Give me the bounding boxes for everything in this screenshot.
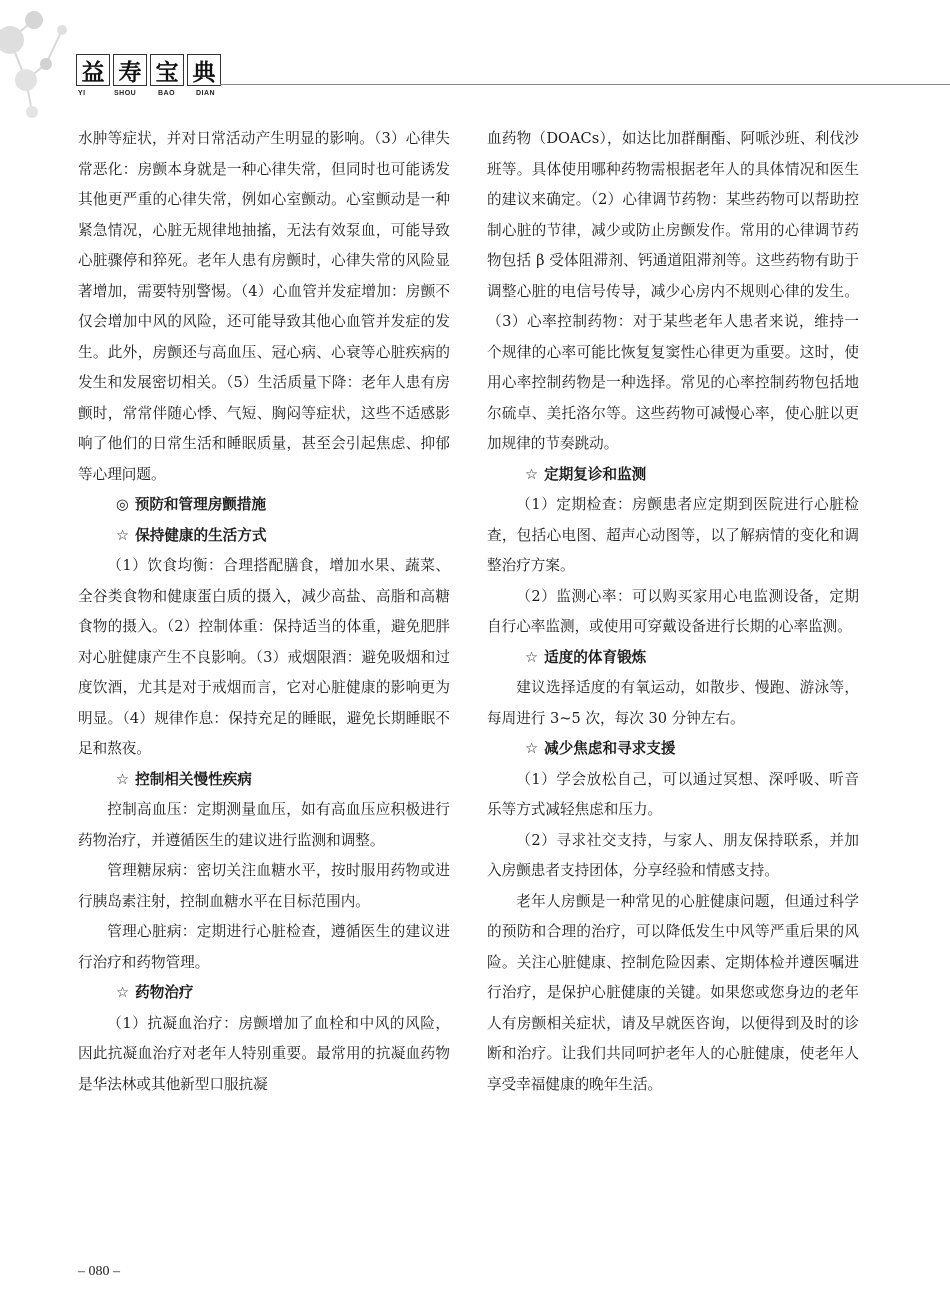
heading-text: 保持健康的生活方式 bbox=[135, 526, 267, 544]
title-char: 寿 bbox=[113, 54, 147, 86]
title-char: 典 bbox=[187, 54, 221, 86]
heading-text: 定期复诊和监测 bbox=[544, 465, 647, 483]
paragraph: （1）定期检查：房颤患者应定期到医院进行心脏检查，包括心电图、超声心动图等，以了解病情的变化和调整治疗方案。 bbox=[487, 496, 859, 574]
subsection-heading bbox=[487, 460, 859, 491]
paragraph: 管理心脏病：定期进行心脏检查，遵循医生的建议进行治疗和药物管理。 bbox=[78, 923, 450, 971]
heading-text: 预防和管理房颤措施 bbox=[134, 496, 267, 513]
subsection-heading bbox=[487, 734, 859, 765]
pinyin-syllable: BAO bbox=[158, 90, 176, 97]
heading-text: 适度的体育锻炼 bbox=[544, 648, 647, 666]
right-column bbox=[487, 124, 859, 1100]
pinyin-syllable: DIAN bbox=[196, 90, 216, 97]
paragraph: （1）饮食均衡：合理搭配膳食，增加水果、蔬菜、全谷类食物和健康蛋白质的摄入，减少高盐、高脂和高糖食物的摄入。（2）控制体重：保持适当的体重，避免肥胖对心脏健康产生不良影响。（3）戒烟限酒：避免吸烟和过度饮酒，尤其是对于戒烟而言，它对心脏健康的影响更为明显。（4）规律作息：保持充足的睡眠，避免长期睡眠不足和熬夜。 bbox=[78, 557, 450, 757]
journal-title bbox=[76, 54, 224, 86]
paragraph: 水肿等症状，并对日常活动产生明显的影响。（3）心律失常恶化：房颤本身就是一种心律失常，但同时也可能诱发其他更严重的心律失常，例如心室颤动。心室颤动是一种紧急情况，心脏无规律地抽搐，无法有效泵血，可能导致心脏骤停和猝死。老年人患有房颤时，心律失常的风险显著增加，需要特别警惕。（4）心血管并发症增加：房颤不仅会增加中风的风险，还可能导致其他心血管并发症的发生。此外，房颤还与高血压、冠心病、心衰等心脏疾病的发生和发展密切相关。（5）生活质量下降：老年人患有房颤时，常常伴随心悸、气短、胸闷等症状，这些不适感影响了他们的日常生活和睡眠质量，甚至会引起焦虑、抑郁等心理问题。 bbox=[78, 130, 450, 483]
subsection-heading bbox=[487, 643, 859, 674]
paragraph: 血药物（DOACs），如达比加群酮酯、阿哌沙班、利伐沙班等。具体使用哪种药物需根据老年人的具体情况和医生的建议来确定。（2）心律调节药物：某些药物可以帮助控制心脏的节律，减少或防止房颤发作。常用的心律调节药物包括 β 受体阻滞剂、钙通道阻滞剂等。这些药物有助于调整心脏的电信号传导，减少心房内不规则心律的发生。（3）心率控制药物：对于某些老年人患者来说，维持一个规律的心率可能比恢复复窦性心律更为重要。这时，使用心率控制药物是一种选择。常见的心率控制药物包括地尔硫卓、美托洛尔等。这些药物可减慢心率，使心脏以更加规律的节奏跳动。 bbox=[487, 130, 859, 452]
circle-bullet-icon: ◎ bbox=[116, 496, 129, 513]
star-bullet-icon: ☆ bbox=[116, 984, 130, 1001]
subsection-heading bbox=[78, 521, 450, 552]
paragraph: 管理糖尿病：密切关注血糖水平，按时服用药物或进行胰岛素注射，控制血糖水平在目标范围内。 bbox=[78, 862, 450, 910]
masthead bbox=[0, 0, 950, 110]
title-char: 宝 bbox=[150, 54, 184, 86]
star-bullet-icon: ☆ bbox=[116, 770, 130, 788]
star-bullet-icon: ☆ bbox=[525, 740, 539, 757]
molecule-decoration-icon bbox=[0, 0, 80, 130]
star-bullet-icon: ☆ bbox=[116, 526, 130, 544]
page-number: – 080 – bbox=[78, 1264, 120, 1279]
pinyin-syllable: YI bbox=[78, 90, 86, 97]
heading-text: 控制相关慢性疾病 bbox=[135, 770, 252, 788]
section-heading bbox=[78, 490, 450, 521]
heading-text: 药物治疗 bbox=[135, 984, 194, 1001]
star-bullet-icon: ☆ bbox=[525, 465, 539, 483]
paragraph: 建议选择适度的有氧运动，如散步、慢跑、游泳等，每周进行 3~5 次，每次 30 分钟左右。 bbox=[487, 679, 859, 727]
paragraph: （2）寻求社交支持，与家人、朋友保持联系，并加入房颤患者支持团体，分享经验和情感支持。 bbox=[487, 831, 859, 879]
journal-pinyin bbox=[78, 90, 215, 97]
left-column bbox=[78, 124, 450, 1100]
header-rule bbox=[220, 84, 950, 85]
star-bullet-icon: ☆ bbox=[525, 648, 539, 666]
pinyin-syllable: SHOU bbox=[114, 90, 137, 97]
paragraph: 老年人房颤是一种常见的心脏健康问题，但通过科学的预防和合理的治疗，可以降低发生中风等严重后果的风险。关注心脏健康、控制危险因素、定期体检并遵医嘱进行治疗，是保护心脏健康的关键。如果您或您身边的老年人有房颤相关症状，请及早就医咨询，以便得到及时的诊断和治疗。让我们共同呵护老年人的心脏健康，使老年人享受幸福健康的晚年生活。 bbox=[487, 892, 859, 1093]
subsection-heading bbox=[78, 978, 450, 1009]
paragraph: （2）监测心率：可以购买家用心电监测设备，定期自行心率监测，或使用可穿戴设备进行长期的心率监测。 bbox=[487, 587, 859, 635]
paragraph: （1）学会放松自己，可以通过冥想、深呼吸、听音乐等方式减轻焦虑和压力。 bbox=[487, 770, 859, 818]
subsection-heading bbox=[78, 765, 450, 796]
paragraph: （1）抗凝血治疗：房颤增加了血栓和中风的风险，因此抗凝血治疗对老年人特别重要。最常用的抗凝血药物是华法林或其他新型口服抗凝 bbox=[78, 1014, 450, 1093]
title-char: 益 bbox=[76, 54, 110, 86]
heading-text: 减少焦虑和寻求支援 bbox=[544, 740, 676, 757]
paragraph: 控制高血压：定期测量血压，如有高血压应积极进行药物治疗，并遵循医生的建议进行监测和调整。 bbox=[78, 801, 450, 849]
